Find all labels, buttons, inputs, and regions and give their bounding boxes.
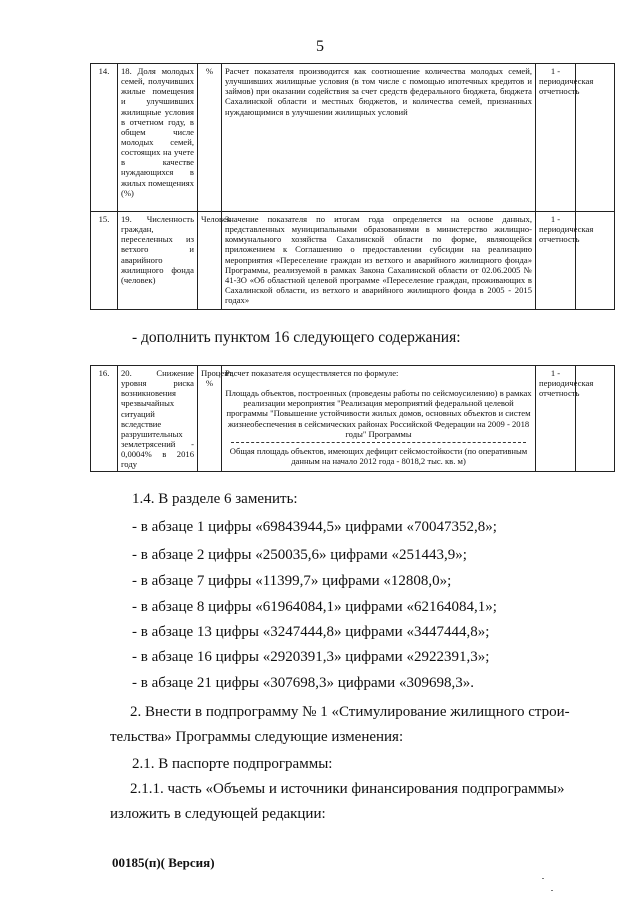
list-item: - в абзаце 13 цифры «3247444,8» цифрами «3447444,8»;: [132, 624, 490, 640]
list-item: - в абзаце 16 цифры «2920391,3» цифрами «2922391,3»;: [132, 649, 490, 665]
paragraph-3: 2.1. В паспорте подпрограммы:: [132, 756, 333, 772]
indicator-periodicity: 1 - периодическая отчетность: [536, 64, 576, 212]
scan-speck: [542, 878, 544, 879]
indicator-periodicity: 1 - периодическая отчетность: [536, 366, 576, 472]
section-paragraph: 1.4. В разделе 6 заменить:: [132, 491, 298, 507]
indicators-table-2: [90, 365, 615, 472]
indicator-method: Расчет показателя производится как соотношение количества молодых семей, улучшивших жилищные условия (в том числе с помощью ипотечных кредитов и займов) при оказании содействия за счет средств федерального бюджета, бюджета Сахалинской области и местных бюджетов, и количества семей, признанных нуждающимися в улучшении жилищных условий: [222, 64, 536, 212]
paragraph-2-line-1: 2. Внести в подпрограмму № 1 «Стимулирование жилищного строи-: [130, 704, 570, 720]
page-number: 5: [316, 38, 324, 55]
list-item: - в абзаце 8 цифры «61964084,1» цифрами «62164084,1»;: [132, 599, 497, 615]
table-row: [91, 64, 615, 212]
intro-text: - дополнить пунктом 16 следующего содержания:: [132, 329, 461, 346]
indicator-method: Значение показателя по итогам года определяется на основе данных, представленных муниципальными образованиями в министерство жилищно-коммунального хозяйства Сахалинской области по форме, являющейся приложением к Соглашению о предоставлении субсидии на реализацию мероприятия «Переселение граждан из ветхого и аварийного жилищного фонда» Программы, реализуемой в рамках Закона Сахалинской области от 02.06.2005 № 41-ЗО «Об областной целевой программе «Переселение граждан, проживающих в Сахалинской области, из ветхого и аварийного жилищного фонда в 2005 - 2015 годах»: [222, 212, 536, 310]
fraction-line: [231, 442, 526, 443]
formula: [225, 388, 532, 466]
indicator-unit: Процент, %: [198, 366, 222, 472]
indicators-table-1: [90, 63, 615, 310]
indicator-unit: Человек: [198, 212, 222, 310]
indicator-name: 18. Доля молодых семей, получивших жилые помещения и улучшивших жилищные условия в отчетном году, в общем числе молодых семей, состоящих на учете в качестве нуждающихся в жилых помещениях (%): [118, 64, 198, 212]
indicator-name: 19. Численность граждан, переселенных из ветхого и аварийного жилищного фонда (человек): [118, 212, 198, 310]
list-item: - в абзаце 7 цифры «11399,7» цифрами «12808,0»;: [132, 573, 452, 589]
row-number: 14.: [91, 64, 118, 212]
table-row: [91, 212, 615, 310]
table-row: [91, 366, 615, 472]
row-number: 16.: [91, 366, 118, 472]
scan-speck: [551, 890, 553, 891]
formula-intro: Расчет показателя осуществляется по формуле:: [225, 368, 399, 378]
indicator-name: 20. Снижение уровня риска возникновения чрезвычайных ситуаций вследствие разрушительных землетрясений - 0,0004% в 2016 году: [118, 366, 198, 472]
indicator-formula: [222, 366, 536, 472]
list-item: - в абзаце 1 цифры «69843944,5» цифрами «70047352,8»;: [132, 519, 497, 535]
list-item: - в абзаце 2 цифры «250035,6» цифрами «251443,9»;: [132, 547, 467, 563]
row-number: 15.: [91, 212, 118, 310]
paragraph-4-line-2: изложить в следующей редакции:: [110, 806, 326, 822]
formula-denominator: Общая площадь объектов, имеющих дефицит сейсмостойкости (по оперативным данным на начало 2012 года - 8018,2 тыс. кв. м): [229, 445, 528, 466]
formula-numerator: Площадь объектов, построенных (проведены работы по сейсмоусилению) в рамках реализации мероприятия "Реализация мероприятий федеральной целевой программы "Повышение устойчивости жилых домов, основных объектов и систем жизнеобеспечения в сейсмических районах Российской Федерации на 2009 - 2018 годы" Программы: [225, 388, 532, 439]
list-item: - в абзаце 21 цифры «307698,3» цифрами «309698,3».: [132, 675, 474, 691]
indicator-periodicity: 1 - периодическая отчетность: [536, 212, 576, 310]
paragraph-4-line-1: 2.1.1. часть «Объемы и источники финансирования подпрограммы»: [130, 781, 565, 797]
indicator-unit: %: [198, 64, 222, 212]
paragraph-2-line-2: тельства» Программы следующие изменения:: [110, 729, 404, 745]
document-footer-code: 00185(п)( Версия): [112, 855, 215, 870]
